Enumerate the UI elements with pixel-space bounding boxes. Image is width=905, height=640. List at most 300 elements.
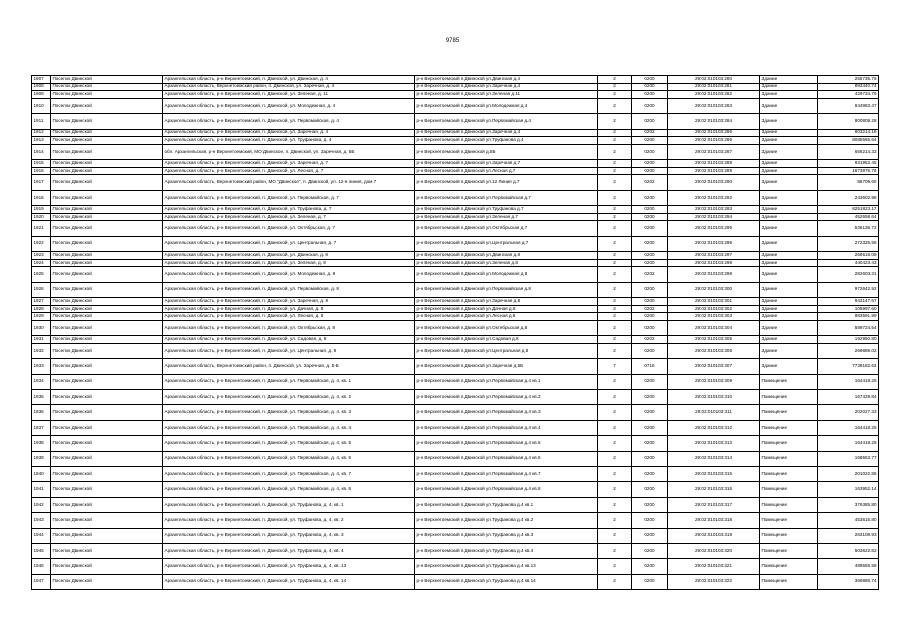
address-cell: Архангельская область, р-н Верхнетоемский, п. Двинской, ул. Первомайская, д. 4, кв. 7	[163, 466, 415, 481]
table-row	[32, 160, 879, 168]
cadastral-number-cell: 29:02:010103:312	[668, 420, 760, 435]
cadastral-value-cell: 893440.74	[818, 83, 879, 91]
row-number-cell: 1908	[32, 83, 51, 91]
cadastral-value-cell: 536136.72	[818, 221, 879, 236]
settlement-cell: Поселок Двинской	[51, 420, 163, 435]
cadastral-number-cell: 29:02:010103:307	[668, 359, 760, 374]
cadastral-value-cell: 8251823.17	[818, 206, 879, 214]
cadastral-number-cell: 29:02:010103:309	[668, 374, 760, 389]
object-type-cell: Помещение	[760, 559, 818, 574]
short-address-cell: р-н Верхнетоемский п.Двинской ул.Молодежная д.4	[415, 98, 598, 113]
code-cell: 0200	[632, 313, 668, 321]
short-address-cell: р-н Верхнетоемский п.Двинской ул.Труфанова д.4 кв.13	[415, 559, 598, 574]
group-cell: 2	[598, 175, 632, 190]
object-type-cell: Помещение	[760, 405, 818, 420]
short-address-cell: р-н Верхнетоемский п.Двинской ул.Зеленая д.7	[415, 213, 598, 221]
table-row	[32, 343, 879, 358]
object-type-cell: Помещение	[760, 482, 818, 497]
table-row	[32, 451, 879, 466]
address-cell: Архангельская область, р-н Верхнетоемский, п. Двинской, ул. Заречная, д. 8	[163, 298, 415, 306]
settlement-cell: Поселок Двинской	[51, 83, 163, 91]
table-row	[32, 543, 879, 558]
group-cell: 2	[598, 374, 632, 389]
settlement-cell: Поселок Двинской	[51, 305, 163, 313]
short-address-cell: р-н Верхнетоемский п.Двинской ул.Заречная д.5Б	[415, 359, 598, 374]
table-row	[32, 206, 879, 214]
table-row	[32, 559, 879, 574]
cadastral-value-cell: 282603.31	[818, 267, 879, 282]
settlement-cell: Поселок Двинской	[51, 91, 163, 99]
row-number-cell: 1924	[32, 259, 51, 267]
row-number-cell: 1918	[32, 190, 51, 205]
group-cell: 2	[598, 574, 632, 589]
code-cell: 0200	[632, 252, 668, 260]
table-row	[32, 76, 879, 84]
row-number-cell: 1941	[32, 482, 51, 497]
address-cell: Архангельская область, р-н Верхнетоемский, п. Двинской, ул. Первомайская, д. 4, кв. 8	[163, 482, 415, 497]
group-cell: 2	[598, 343, 632, 358]
cadastral-number-cell: 29:02:010103:293	[668, 206, 760, 214]
settlement-cell: Поселок Двинской	[51, 282, 163, 297]
row-number-cell: 1927	[32, 298, 51, 306]
settlement-cell: Поселок Двинской	[51, 574, 163, 589]
object-type-cell: Здание	[760, 167, 818, 175]
code-cell: 0200	[632, 374, 668, 389]
group-cell: 2	[598, 83, 632, 91]
cadastral-value-cell: 269889.02	[818, 343, 879, 358]
cadastral-value-cell: 7739182.63	[818, 359, 879, 374]
group-cell: 2	[598, 259, 632, 267]
cadastral-value-cell: 272325.56	[818, 236, 879, 251]
settlement-cell: Поселок Двинской	[51, 513, 163, 528]
table-row	[32, 167, 879, 175]
row-number-cell: 1946	[32, 559, 51, 574]
short-address-cell: р-н Верхнетоемский п.Двинской ул.Труфанова д.4 кв.2	[415, 513, 598, 528]
group-cell: 2	[598, 543, 632, 558]
cadastral-value-cell: 429734.76	[818, 91, 879, 99]
table-row	[32, 252, 879, 260]
code-cell: 0200	[632, 559, 668, 574]
row-number-cell: 1931	[32, 336, 51, 344]
row-number-cell: 1944	[32, 528, 51, 543]
settlement-cell: Поселок Двинской	[51, 259, 163, 267]
settlement-cell: Поселок Двинской	[51, 405, 163, 420]
short-address-cell: р-н Верхнетоемский п.Двинской ул.Заречная д.4	[415, 83, 598, 91]
code-cell: 0200	[632, 206, 668, 214]
row-number-cell: 1919	[32, 206, 51, 214]
cadastral-value-cell: 440423.43	[818, 259, 879, 267]
table-row	[32, 298, 879, 306]
cadastral-value-cell: 972642.92	[818, 282, 879, 297]
cadastral-value-cell: 283108.93	[818, 528, 879, 543]
object-type-cell: Помещение	[760, 528, 818, 543]
short-address-cell: р-н Верхнетоемский п.Двинской ул.Труфанова д.4	[415, 137, 598, 145]
cadastral-number-cell: 29:02:010103:316	[668, 482, 760, 497]
object-type-cell: Здание	[760, 236, 818, 251]
address-cell: Архангельская область, р-н Верхнетоемский, п. Двинской, ул. Дачная, д. 8	[163, 305, 415, 313]
row-number-cell: 1929	[32, 313, 51, 321]
cadastral-number-cell: 29:02:010103:313	[668, 436, 760, 451]
cadastral-value-cell: 8085565.64	[818, 137, 879, 145]
group-cell: 2	[598, 497, 632, 512]
short-address-cell: р-н Верхнетоемский п.Двинской ул.Первомайская д.4 кв.3	[415, 405, 598, 420]
settlement-cell: Поселок Двинской	[51, 466, 163, 481]
cadastral-number-cell: 29:02:010103:296	[668, 236, 760, 251]
cadastral-value-cell: 164418.25	[818, 374, 879, 389]
address-cell: Архангельская область, р-н Верхнетоемский, п. Двинской, ул. Труфанова, д. 4	[163, 137, 415, 145]
table-row	[32, 336, 879, 344]
settlement-cell: Поселок Двинской	[51, 221, 163, 236]
group-cell: 2	[598, 236, 632, 251]
group-cell: 2	[598, 76, 632, 84]
object-type-cell: Помещение	[760, 466, 818, 481]
cadastral-number-cell: 29:02:010103:283	[668, 98, 760, 113]
group-cell: 2	[598, 320, 632, 335]
object-type-cell: Здание	[760, 221, 818, 236]
group-cell: 2	[598, 129, 632, 137]
table-row	[32, 98, 879, 113]
address-cell: Архангельская область, р-н Верхнетоемский, п. Двинской, ул. Октябрьская, д. 7	[163, 221, 415, 236]
cadastral-value-cell: 167429.84	[818, 389, 879, 404]
settlement-cell: Поселок Двинской	[51, 175, 163, 190]
code-cell: 0200	[632, 91, 668, 99]
address-cell: Архангельская область, р-н Верхнетоемский, п. Двинской, ул. Зеленая, д. 11	[163, 91, 415, 99]
code-cell: 0200	[632, 543, 668, 558]
table-body	[32, 76, 879, 590]
object-type-cell: Помещение	[760, 513, 818, 528]
row-number-cell: 1933	[32, 359, 51, 374]
group-cell: 2	[598, 160, 632, 168]
table-row	[32, 91, 879, 99]
cadastral-value-cell: 243602.98	[818, 190, 879, 205]
object-type-cell: Здание	[760, 137, 818, 145]
address-cell: Архангельская область, р-н Верхнетоемский, п. Двинской, ул. Труфанова, д. 4, кв. 13	[163, 559, 415, 574]
group-cell: 2	[598, 513, 632, 528]
row-number-cell: 1939	[32, 451, 51, 466]
code-cell: 0202	[632, 336, 668, 344]
table-row	[32, 420, 879, 435]
code-cell: 0200	[632, 114, 668, 129]
cadastral-value-cell: 453615.80	[818, 513, 879, 528]
address-cell: Архангельская область, Верхнетоемский район, п. Двинской, ул. Заречная, д. 4	[163, 83, 415, 91]
cadastral-number-cell: 29:02:010103:322	[668, 574, 760, 589]
object-type-cell: Здание	[760, 320, 818, 335]
settlement-cell: Поселок Двинской	[51, 167, 163, 175]
short-address-cell: р-н Верхнетоемский п.Двинской ул.Первомайская д.8	[415, 282, 598, 297]
group-cell: 2	[598, 137, 632, 145]
short-address-cell: р-н Верхнетоемский п.Двинской ул.Октябрьская д.8	[415, 320, 598, 335]
row-number-cell: 1947	[32, 574, 51, 589]
address-cell: Архангельская область, р-н Верхнетоемский, п. Двинской, ул. Труфанова, д. 4, кв. 4	[163, 543, 415, 558]
cadastral-number-cell: 29:02:010103:306	[668, 343, 760, 358]
cadastral-value-cell: 603214.18	[818, 129, 879, 137]
code-cell: 0200	[632, 343, 668, 358]
address-cell: Архангельская область, р-н Верхнетоемский, п. Двинской, ул. Первомайская, д. 4, кв. 3	[163, 405, 415, 420]
row-number-cell: 1916	[32, 167, 51, 175]
group-cell: 2	[598, 436, 632, 451]
object-type-cell: Здание	[760, 252, 818, 260]
short-address-cell: р-н Верхнетоемский п.Двинской ул.Дачная д.8	[415, 305, 598, 313]
group-cell: 2	[598, 389, 632, 404]
address-cell: Архангельская область, р-н Верхнетоемский, п. Двинской, ул. Первомайская, д. 7	[163, 190, 415, 205]
row-number-cell: 1912	[32, 129, 51, 137]
row-number-cell: 1930	[32, 320, 51, 335]
address-cell: Архангельская область, Верхнетоемский район, п. Двинской, ул. Заречная, д. 5-Б	[163, 359, 415, 374]
table-row	[32, 466, 879, 481]
code-cell: 0200	[632, 282, 668, 297]
code-cell: 0200	[632, 466, 668, 481]
table-row	[32, 213, 879, 221]
settlement-cell: Поселок Двинской	[51, 236, 163, 251]
group-cell: 2	[598, 190, 632, 205]
address-cell: Архангельская область, р-н Верхнетоемский, п. Двинской, ул. Центральная, д. 8	[163, 343, 415, 358]
settlement-cell: Поселок Двинской	[51, 313, 163, 321]
short-address-cell: р-н Верхнетоемский п.Двинской ул.Первомайская д.7	[415, 190, 598, 205]
address-cell: Архангельская область, р-н Верхнетоемский, п. Двинской, ул. Труфанова, д. 7	[163, 206, 415, 214]
short-address-cell: р-н Верхнетоемский п.Двинской ул.Первомайская д.4 кв.6	[415, 451, 598, 466]
short-address-cell: р-н Верхнетоемский п.Двинской ул.12 Линия д.7	[415, 175, 598, 190]
group-cell: 2	[598, 298, 632, 306]
address-cell: Архангельская область, р-н Верхнетоемский, п. Двинской, ул. Труфанова, д. 4, кв. 2	[163, 513, 415, 528]
table-row	[32, 221, 879, 236]
cadastral-number-cell: 29:02:010103:310	[668, 389, 760, 404]
address-cell: Архангельская область, р-н Верхнетоемский, п. Двинской, ул. Лесная, д. 8	[163, 313, 415, 321]
cadastral-number-cell: 29:02:010103:318	[668, 513, 760, 528]
address-cell: обл. Архангельская, р-н Верхнетоемский, МО Двинское, п. Двинской, ул. Заречная, д. 5Б	[163, 144, 415, 159]
short-address-cell: р-н Верхнетоемский п.Двинской ул.Центральная д.8	[415, 343, 598, 358]
cadastral-number-cell: 29:02:010103:281	[668, 83, 760, 91]
row-number-cell: 1928	[32, 305, 51, 313]
code-cell: 0200	[632, 420, 668, 435]
short-address-cell: р-н Верхнетоемский п.Двинской ул.Лесная д.8	[415, 313, 598, 321]
settlement-cell: Поселок Двинской	[51, 336, 163, 344]
cadastral-number-cell: 29:02:010103:286	[668, 137, 760, 145]
group-cell: 2	[598, 167, 632, 175]
code-cell: 0200	[632, 320, 668, 335]
settlement-cell: Поселок Двинской	[51, 144, 163, 159]
row-number-cell: 1936	[32, 405, 51, 420]
cadastral-number-cell: 29:02:010103:292	[668, 190, 760, 205]
object-type-cell: Помещение	[760, 574, 818, 589]
row-number-cell: 1921	[32, 221, 51, 236]
object-type-cell: Здание	[760, 282, 818, 297]
settlement-cell: Поселок Двинской	[51, 267, 163, 282]
address-cell: Архангельская область, р-н Верхнетоемский, п. Двинской, ул. Зеленая, д. 7	[163, 213, 415, 221]
code-cell: 0200	[632, 405, 668, 420]
cadastral-value-cell: 931952.45	[818, 160, 879, 168]
cadastral-number-cell: 29:02:010103:290	[668, 175, 760, 190]
code-cell: 0200	[632, 190, 668, 205]
table-row	[32, 436, 879, 451]
object-type-cell: Здание	[760, 259, 818, 267]
cadastral-number-cell: 29:02:010103:317	[668, 497, 760, 512]
cadastral-value-cell: 163952.14	[818, 482, 879, 497]
group-cell: 2	[598, 482, 632, 497]
group-cell: 2	[598, 98, 632, 113]
code-cell: 0200	[632, 298, 668, 306]
short-address-cell: р-н Верхнетоемский п.Двинской ул.Центральная д.7	[415, 236, 598, 251]
settlement-cell: Поселок Двинской	[51, 160, 163, 168]
row-number-cell: 1915	[32, 160, 51, 168]
cadastral-value-cell: 269518.08	[818, 252, 879, 260]
code-cell: 0200	[632, 389, 668, 404]
object-type-cell: Здание	[760, 336, 818, 344]
short-address-cell: р-н Верхнетоемский п.Двинской ул.Молодежная д.8	[415, 267, 598, 282]
address-cell: Архангельская область, р-н Верхнетоемский, п. Двинской, ул. Труфанова, д. 4, кв. 14	[163, 574, 415, 589]
cadastral-value-cell: 844983.47	[818, 98, 879, 113]
cadastral-number-cell: 29:02:010103:289	[668, 167, 760, 175]
short-address-cell: р-н Верхнетоемский п.Двинской ул.Первомайская д.4 кв.1	[415, 374, 598, 389]
cadastral-value-cell: 800809.28	[818, 114, 879, 129]
cadastral-value-cell: 369886.74	[818, 574, 879, 589]
short-address-cell: р-н Верхнетоемский п.Двинской ул.Зеленая д.8	[415, 259, 598, 267]
settlement-cell: Поселок Двинской	[51, 98, 163, 113]
table-row	[32, 236, 879, 251]
address-cell: Архангельская область, р-н Верхнетоемский, п. Двинской, ул. Двинская, д. 8	[163, 252, 415, 260]
address-cell: Архангельская область, р-н Верхнетоемский, п. Двинской, ул. Лесная, д. 7	[163, 167, 415, 175]
row-number-cell: 1938	[32, 436, 51, 451]
cadastral-number-cell: 29:02:010103:301	[668, 298, 760, 306]
settlement-cell: Поселок Двинской	[51, 137, 163, 145]
object-type-cell: Здание	[760, 213, 818, 221]
code-cell: 0200	[632, 160, 668, 168]
cadastral-number-cell: 29:02:010103:295	[668, 221, 760, 236]
table-row	[32, 513, 879, 528]
cadastral-value-cell: 943147.67	[818, 298, 879, 306]
table-row	[32, 259, 879, 267]
group-cell: 2	[598, 528, 632, 543]
settlement-cell: Поселок Двинской	[51, 389, 163, 404]
cadastral-value-cell: 201022.85	[818, 466, 879, 481]
address-cell: Архангельская область, р-н Верхнетоемский, п. Двинской, ул. Первомайская, д. 4, кв. 6	[163, 451, 415, 466]
short-address-cell: р-н Верхнетоемский п.Двинской ул.Труфанова д.7	[415, 206, 598, 214]
short-address-cell: р-н Верхнетоемский п.Двинской ул.Первомайская д.4 кв.2	[415, 389, 598, 404]
cadastral-number-cell: 29:02:010103:302	[668, 305, 760, 313]
short-address-cell: р-н Верхнетоемский п.Двинской ул.Первомайская д.4 кв.8	[415, 482, 598, 497]
address-cell: Архангельская область, р-н Верхнетоемский, п. Двинской, ул. Садовая, д. 8	[163, 336, 415, 344]
group-cell: 2	[598, 114, 632, 129]
group-cell: 2	[598, 305, 632, 313]
group-cell: 2	[598, 313, 632, 321]
short-address-cell: р-н Верхнетоемский п.Двинской ул.Зеленая д.11	[415, 91, 598, 99]
cadastral-value-cell: 656214.33	[818, 144, 879, 159]
object-type-cell: Здание	[760, 190, 818, 205]
short-address-cell: р-н Верхнетоемский п.Двинской ул.Заречная д.8	[415, 298, 598, 306]
address-cell: Архангельская область, р-н Верхнетоемский, п. Двинской, ул. Центральная, д. 7	[163, 236, 415, 251]
short-address-cell: р-н Верхнетоемский п.Двинской ул.Первомайская д.4	[415, 114, 598, 129]
address-cell: Архангельская область, р-н Верхнетоемский, п. Двинской, ул. Заречная, д. 7	[163, 160, 415, 168]
address-cell: Архангельская область, р-н Верхнетоемский, п. Двинской, ул. Первомайская, д. 4, кв. 2	[163, 389, 415, 404]
cadastral-value-cell: 168553.77	[818, 451, 879, 466]
settlement-cell: Поселок Двинской	[51, 252, 163, 260]
short-address-cell: р-н Верхнетоемский п.Двинской ул.Заречная д.7	[415, 160, 598, 168]
cadastral-number-cell: 29:02:010103:287	[668, 144, 760, 159]
cadastral-number-cell: 29:02:010103:319	[668, 528, 760, 543]
short-address-cell: р-н Верхнетоемский п.Двинской ул.Труфанова д.4 кв.14	[415, 574, 598, 589]
code-cell: 0200	[632, 83, 668, 91]
row-number-cell: 1913	[32, 137, 51, 145]
cadastral-value-cell: 164418.25	[818, 436, 879, 451]
cadastral-number-cell: 29:02:010103:288	[668, 160, 760, 168]
object-type-cell: Здание	[760, 129, 818, 137]
code-cell: 0200	[632, 259, 668, 267]
cadastral-value-cell: 192950.80	[818, 336, 879, 344]
address-cell: Архангельская область, р-н Верхнетоемский, п. Двинской, ул. Двинская, д. 4	[163, 76, 415, 84]
object-type-cell: Здание	[760, 298, 818, 306]
short-address-cell: р-н Верхнетоемский п.Двинской ул.Двинская д.8	[415, 252, 598, 260]
cadastral-number-cell: 29:02:010103:303	[668, 313, 760, 321]
code-cell: 0200	[632, 436, 668, 451]
short-address-cell: р-н Верхнетоемский п.Двинской ул.Труфанова д.4 кв.1	[415, 497, 598, 512]
address-cell: Архангельская область, Верхнетоемский район, МО "Двинское", п. Двинской, ул. 12-я линия, дом 7	[163, 175, 415, 190]
short-address-cell: р-н Верхнетоемский п.Двинской ул.Первомайская д.4 кв.7	[415, 466, 598, 481]
code-cell: 0200	[632, 451, 668, 466]
cadastral-number-cell: 29:02:010103:321	[668, 559, 760, 574]
table-row	[32, 528, 879, 543]
object-type-cell: Помещение	[760, 420, 818, 435]
address-cell: Архангельская область, р-н Верхнетоемский, п. Двинской, ул. Первомайская, д. 4, кв. 4	[163, 420, 415, 435]
row-number-cell: 1937	[32, 420, 51, 435]
address-cell: Архангельская область, р-н Верхнетоемский, п. Двинской, ул. Заречная, д. 4	[163, 129, 415, 137]
cadastral-number-cell: 29:02:010103:297	[668, 252, 760, 260]
short-address-cell: р-н Верхнетоемский п.Двинской ул.Заречная д.4	[415, 129, 598, 137]
group-cell: 2	[598, 420, 632, 435]
cadastral-value-cell: 503622.82	[818, 543, 879, 558]
short-address-cell: р-н Верхнетоемский п.Двинской ул.Лесная д.7	[415, 167, 598, 175]
cadastral-value-cell: 255735.78	[818, 76, 879, 84]
cadastral-number-cell: 29:02:010103:314	[668, 451, 760, 466]
group-cell: 2	[598, 213, 632, 221]
row-number-cell: 1932	[32, 343, 51, 358]
row-number-cell: 1942	[32, 497, 51, 512]
row-number-cell: 1925	[32, 267, 51, 282]
address-cell: Архангельская область, р-н Верхнетоемский, п. Двинской, ул. Октябрьская, д. 8	[163, 320, 415, 335]
group-cell: 2	[598, 559, 632, 574]
page-number: 9785	[445, 38, 460, 44]
settlement-cell: Поселок Двинской	[51, 436, 163, 451]
code-cell: 0200	[632, 167, 668, 175]
short-address-cell: р-н Верхнетоемский п.Двинской ул.Октябрьская д.7	[415, 221, 598, 236]
settlement-cell: Поселок Двинской	[51, 543, 163, 558]
table-row	[32, 497, 879, 512]
row-number-cell: 1920	[32, 213, 51, 221]
group-cell: 2	[598, 466, 632, 481]
cadastral-value-cell: 589724.54	[818, 320, 879, 335]
object-type-cell: Здание	[760, 160, 818, 168]
address-cell: Архангельская область, р-н Верхнетоемский, п. Двинской, ул. Первомайская, д. 4, кв. 5	[163, 436, 415, 451]
row-number-cell: 1923	[32, 252, 51, 260]
object-type-cell: Помещение	[760, 451, 818, 466]
group-cell: 2	[598, 405, 632, 420]
table-row	[32, 359, 879, 374]
code-cell: 0200	[632, 528, 668, 543]
settlement-cell: Поселок Двинской	[51, 206, 163, 214]
object-type-cell: Здание	[760, 98, 818, 113]
table-row	[32, 305, 879, 313]
row-number-cell: 1917	[32, 175, 51, 190]
cadastral-value-cell: 452658.64	[818, 213, 879, 221]
cadastral-number-cell: 29:02:010103:320	[668, 543, 760, 558]
object-type-cell: Здание	[760, 83, 818, 91]
row-number-cell: 1914	[32, 144, 51, 159]
row-number-cell: 1926	[32, 282, 51, 297]
address-cell: Архангельская область, р-н Верхнетоемский, п. Двинской, ул. Труфанова, д. 4, кв. 1	[163, 497, 415, 512]
table-row	[32, 482, 879, 497]
cadastral-number-cell: 29:02:010103:282	[668, 91, 760, 99]
code-cell: 0716	[632, 359, 668, 374]
code-cell: 0200	[632, 137, 668, 145]
group-cell: 2	[598, 144, 632, 159]
